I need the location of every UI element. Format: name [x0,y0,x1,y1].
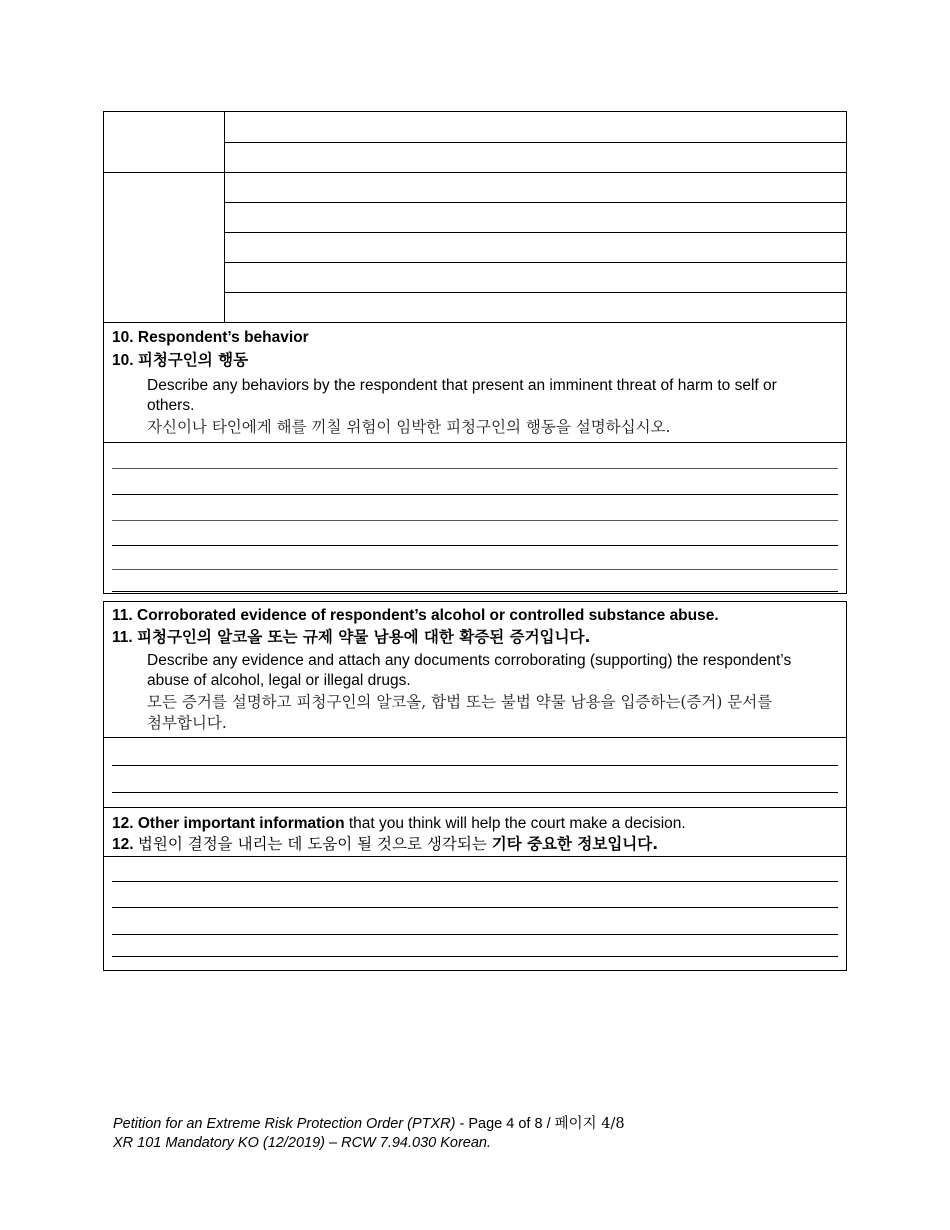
footer-form-code: XR 101 Mandatory KO (12/2019) – RCW 7.94.030 Korean. [113,1135,492,1151]
section-10-header [104,323,846,443]
section-10-title-en: 10. Respondent’s behavior [112,329,309,346]
answer-line[interactable] [112,494,838,495]
answer-line[interactable] [112,569,838,570]
answer-line[interactable] [112,934,838,935]
section-10-title-kr: 10. 피청구인의 행동 [112,351,249,369]
table-row-line [224,262,846,263]
section-11-description-kr: 모든 증거를 설명하고 피청구인의 알코올, 합법 또는 불법 약물 남용을 입증하는(증거) 문서를 첨부합니다. [147,693,773,732]
section-11-title-en: 11. Corroborated evidence of respondent’s alcohol or controlled substance abuse. [112,607,719,624]
answer-line[interactable] [112,591,838,592]
table-row-line [224,292,846,293]
answer-line[interactable] [112,468,838,469]
section-12-header [104,808,846,857]
answer-line[interactable] [112,520,838,521]
section-other-information [103,807,847,971]
section-11-header [104,602,846,738]
section-12-title-kr: 12. 법원이 결정을 내리는 데 도움이 될 것으로 생각되는 기타 중요한 정보입니다. [112,835,659,853]
section-respondent-behavior [103,322,847,594]
table-row-line [224,232,846,233]
answer-line[interactable] [112,792,838,793]
section-12-title-en: 12. Other important information that you think will help the court make a decision. [112,815,686,832]
answer-line[interactable] [112,907,838,908]
section-10-description-en: Describe any behaviors by the respondent that present an imminent threat of harm to self or others. [147,377,777,414]
section-11-title-kr: 11. 피청구인의 알코올 또는 규제 약물 남용에 대한 확증된 증거입니다. [112,628,591,646]
answer-line[interactable] [112,765,838,766]
table-left-column [104,112,225,322]
table-group-divider [104,172,846,173]
answer-line[interactable] [112,545,838,546]
section-substance-abuse-evidence [103,601,847,808]
section-11-description-en: Describe any evidence and attach any documents corroborating (supporting) the respondent’s abuse of alcohol, legal or illegal drugs. [147,652,792,689]
answer-line[interactable] [112,881,838,882]
table-row-line [224,142,846,143]
answer-line[interactable] [112,956,838,957]
continuation-table [103,111,847,322]
section-10-description-kr: 자신이나 타인에게 해를 끼칠 위험이 임박한 피청구인의 행동을 설명하십시오. [147,418,671,436]
table-row-line [224,202,846,203]
footer-form-title: Petition for an Extreme Risk Protection Order (PTXR) - Page 4 of 8 / 페이지 4/8 [113,1116,625,1132]
